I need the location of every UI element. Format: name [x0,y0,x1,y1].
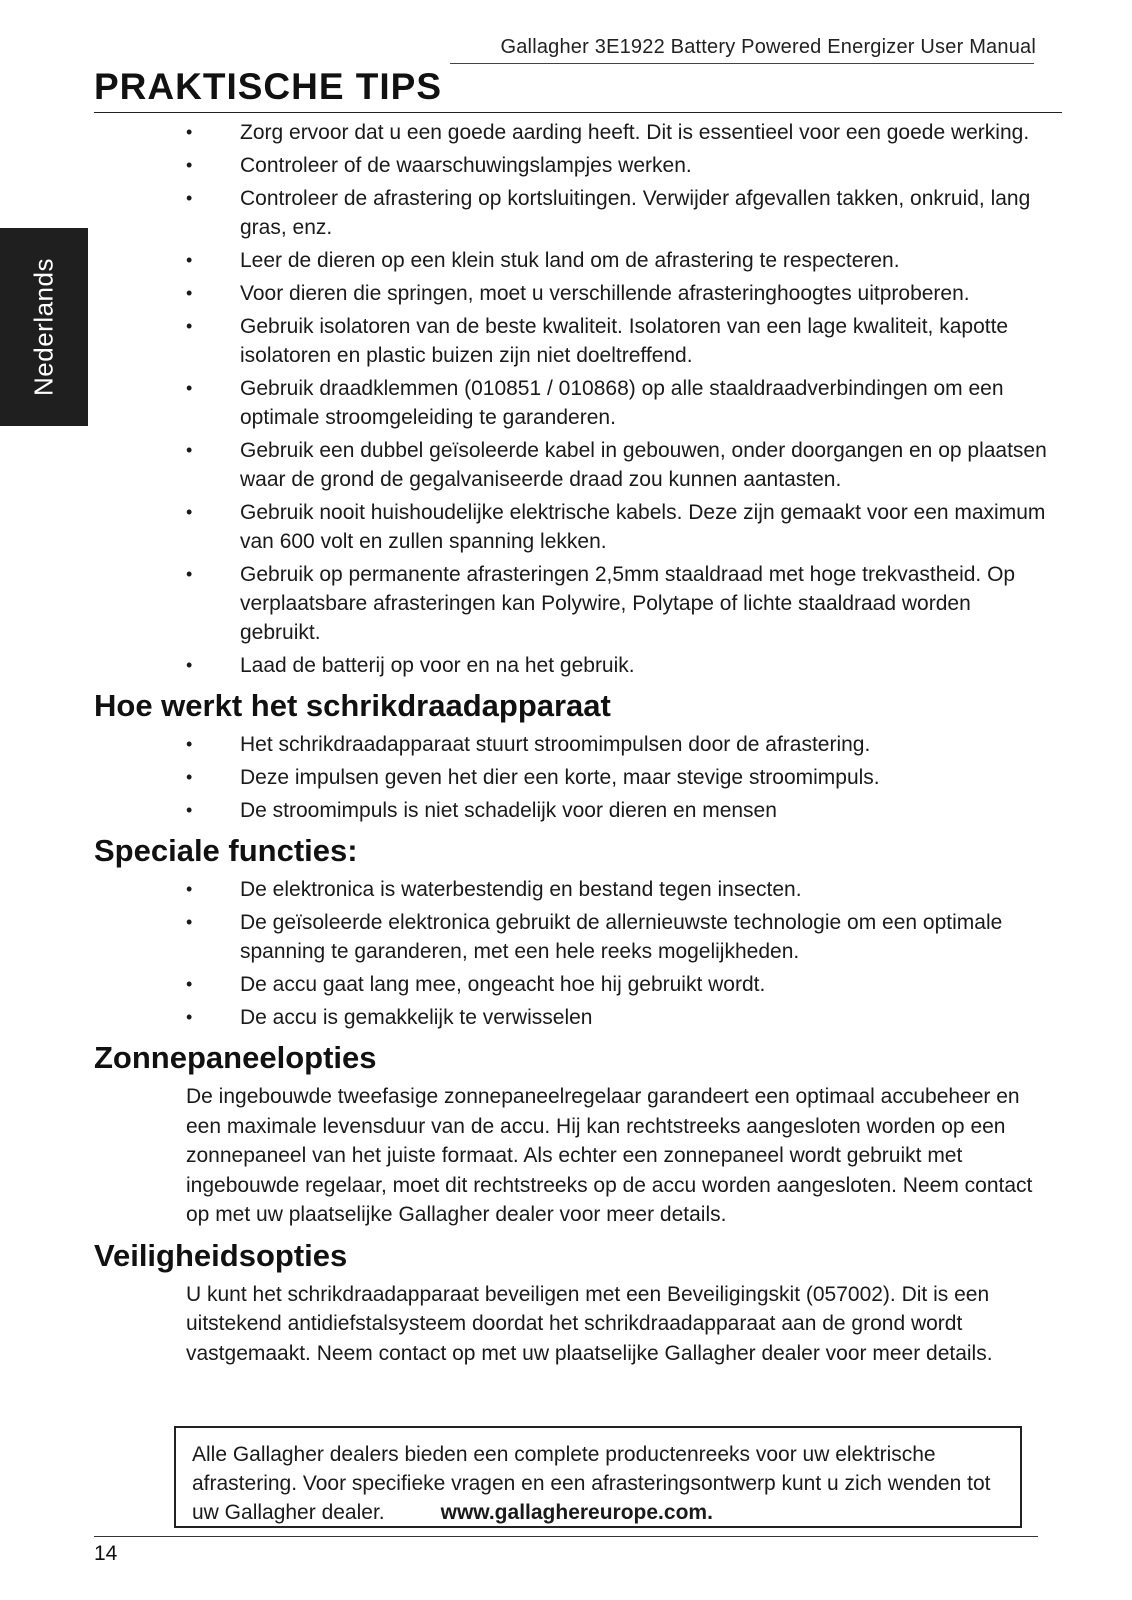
section-heading-how-it-works: Hoe werkt het schrikdraadapparaat [94,688,611,723]
list-item [94,908,1054,966]
list-item-text: Laad de batterij op voor en na het gebruik. [240,654,635,677]
bullet-icon: • [186,767,193,787]
list-item-text: De accu gaat lang mee, ongeacht hoe hij gebruikt wordt. [240,973,766,996]
list-item-text: Gebruik op permanente afrasteringen 2,5mm staaldraad met hoge trekvastheid. Op verplaatsbare afrasteringen kan Polywire, Polytape of lichte staaldraad worden gebruikt. [240,563,1016,644]
list-item [94,730,1054,759]
bullet-icon: • [186,155,193,175]
section-heading-solar: Zonnepaneelopties [94,1040,377,1075]
list-item [94,651,1054,680]
bullet-icon: • [186,122,193,142]
page-title: PRAKTISCHE TIPS [94,66,443,107]
dealer-notice-text: Alle Gallagher dealers bieden een complete productenreeks voor uw elektrische afrastering. Voor specifieke vragen en een afrasteringsontwerp kunt u zich wenden tot uw Gallagher dealer. [192,1443,991,1524]
list-item [94,970,1054,999]
list-item-text: Voor dieren die springen, moet u verschillende afrasteringhoogtes uitproberen. [240,282,970,305]
list-item [94,184,1054,242]
header-rule [450,63,1034,64]
dealer-notice-box [174,1426,1022,1528]
manual-title: Gallagher 3E1922 Battery Powered Energizer User Manual [500,36,1036,58]
list-item-text: Het schrikdraadapparaat stuurt stroomimpulsen door de afrastering. [240,733,871,756]
list-item-text: De geïsoleerde elektronica gebruikt de allernieuwste technologie om een optimale spanning te garanderen, met een hele reeks mogelijkheden. [240,911,1003,963]
list-item [94,312,1054,370]
list-item [94,151,1054,180]
tips-list [94,118,1054,680]
list-item-text: Gebruik isolatoren van de beste kwaliteit. Isolatoren van een lage kwaliteit, kapotte isolatoren en plastic buizen zijn niet doeltreffend. [240,315,1009,367]
bullet-icon: • [186,800,193,820]
list-item-text: Controleer of de waarschuwingslampjes werken. [240,154,692,177]
list-item [94,246,1054,275]
list-item-text: Leer de dieren op een klein stuk land om de afrastering te respecteren. [240,249,900,272]
list-item [94,560,1054,647]
list-item-text: Gebruik nooit huishoudelijke elektrische kabels. Deze zijn gemaakt voor een maximum van 600 volt en zullen spanning lekken. [240,501,1046,553]
bullet-icon: • [186,974,193,994]
list-item-text: De accu is gemakkelijk te verwisselen [240,1006,593,1029]
bullet-icon: • [186,188,193,208]
section-heading-security: Veiligheidsopties [94,1237,348,1273]
list-item-text: De elektronica is waterbestendig en bestand tegen insecten. [240,878,802,901]
security-paragraph: U kunt het schrikdraadapparaat beveiligen met een Beveiligingskit (057002). Dit is een uitstekend antidiefstalsysteem doordat het schrikdraadapparaat aan de grond wordt vastgemaakt. Neem contact op met uw plaatselijke Gallagher dealer voor meer details. [186,1282,993,1365]
list-item [94,118,1054,147]
bullet-icon: • [186,1007,193,1027]
how-it-works-list [94,730,1054,825]
language-tab-label: Nederlands [28,258,59,396]
bullet-icon: • [186,316,193,336]
solar-paragraph: De ingebouwde tweefasige zonnepaneelregelaar garandeert een optimaal accubeheer en een maximale levensduur van de accu. Hij kan rechtstreeks aangesloten worden op een zonnepaneel van het juiste formaat. Als echter een zonnepaneel wordt gebruikt met ingebouwde regelaar, moet dit rechtstreeks op de accu worden aangesloten. Neem contact op met uw plaatselijke Gallagher dealer voor meer details. [186,1085,1033,1226]
list-item-text: Controleer de afrastering op kortsluitingen. Verwijder afgevallen takken, onkruid, lang gras, enz. [240,187,1031,239]
list-item [94,498,1054,556]
dealer-website-link[interactable]: www.gallaghereurope.com. [440,1501,713,1524]
footer-rule [94,1536,1038,1537]
page-number: 14 [94,1542,118,1565]
list-item [94,1003,1054,1032]
list-item [94,374,1054,432]
list-item-text: De stroomimpuls is niet schadelijk voor dieren en mensen [240,799,777,822]
section-heading-special-features: Speciale functies: [94,833,358,868]
list-item-text: Deze impulsen geven het dier een korte, maar stevige stroomimpuls. [240,766,880,789]
main-content [94,118,1054,1372]
list-item-text: Gebruik een dubbel geïsoleerde kabel in gebouwen, onder doorgangen en op plaatsen waar de grond de gegalvaniseerde draad zou kunnen aantasten. [240,439,1047,491]
bullet-icon: • [186,250,193,270]
bullet-icon: • [186,734,193,754]
bullet-icon: • [186,879,193,899]
list-item-text: Zorg ervoor dat u een goede aarding heeft. Dit is essentieel voor een goede werking. [240,121,1030,144]
list-item [94,436,1054,494]
list-item [94,796,1054,825]
bullet-icon: • [186,502,193,522]
list-item-text: Gebruik draadklemmen (010851 / 010868) op alle staaldraadverbindingen om een optimale stroomgeleiding te garanderen. [240,377,1004,429]
bullet-icon: • [186,655,193,675]
special-features-list [94,875,1054,1032]
title-rule [94,112,1062,113]
bullet-icon: • [186,912,193,932]
list-item [94,875,1054,904]
list-item [94,279,1054,308]
bullet-icon: • [186,283,193,303]
language-tab [0,228,88,426]
bullet-icon: • [186,440,193,460]
bullet-icon: • [186,378,193,398]
list-item [94,763,1054,792]
bullet-icon: • [186,564,193,584]
